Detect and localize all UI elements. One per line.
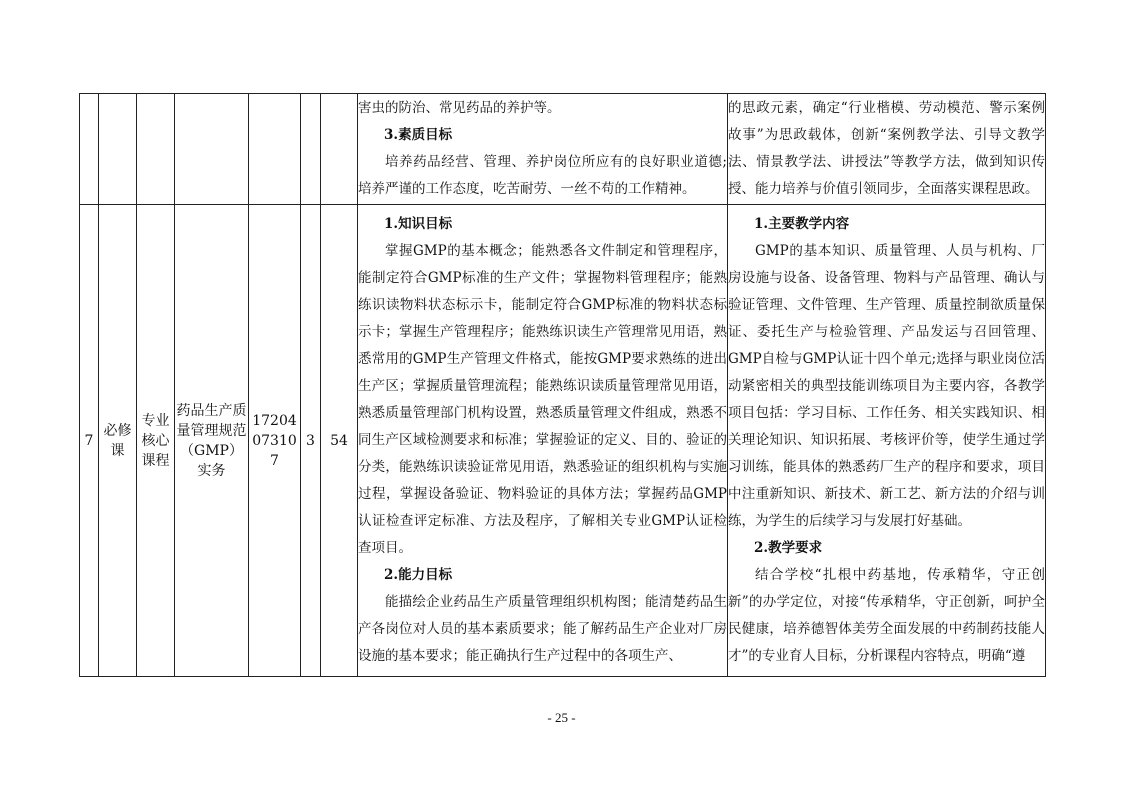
index-cell	[80, 94, 99, 205]
section-heading: 3.素质目标	[384, 127, 453, 143]
text-paragraph: 的思政元素，确定“行业楷模、劳动模范、警示案例故事”为思政载体，创新“案例教学法、引导文教学法、情景教学法、讲授法”等教学方法，做到知识传授、能力培养与价值引领同步，全面落实课程思政。	[728, 100, 1045, 197]
section-heading: 1.知识目标	[384, 216, 453, 232]
course-category: 专业核心课程	[137, 205, 175, 677]
category-cell	[137, 94, 175, 205]
text-paragraph: 培养药品经营、管理、养护岗位所应有的良好职业道德;培养严谨的工作态度，吃苦耐劳、一丝不苟的工作精神。	[358, 154, 727, 197]
type-cell	[99, 94, 137, 205]
course-name: 药品生产质量管理规范（GMP）实务	[175, 205, 249, 677]
objectives-cell	[358, 94, 728, 205]
course-row	[80, 205, 1046, 677]
content-cell	[728, 94, 1046, 205]
text-paragraph: 结合学校“扎根中药基地，传承精华，守正创新”的办学定位，对接“传承精华，守正创新，呵护全民健康，培养德智体美劳全面发展的中药制药技能人才”的专业育人目标，分析课程内容特点，明确“遵	[728, 567, 1045, 664]
section-heading: 1.主要教学内容	[754, 216, 850, 232]
course-objectives	[358, 205, 728, 677]
text-paragraph: 害虫的防治、常见药品的养护等。	[358, 100, 561, 116]
continued-course-row	[80, 94, 1046, 205]
section-heading: 2.教学要求	[754, 540, 823, 556]
course-hours: 54	[321, 205, 358, 677]
course-code: 17204073107	[249, 205, 301, 677]
course-credits: 3	[301, 205, 321, 677]
text-paragraph: GMP的基本知识、质量管理、人员与机构、厂房设施与设备、设备管理、物料与产品管理、确认与验证管理、文件管理、生产管理、质量控制欲质量保证、委托生产与检验管理、产品发运与召回管理、GMP自检与GMP认证十四个单元;选择与职业岗位活动紧密相关的典型技能训练项目为主要内容，各教学项目包括：学习目标、工作任务、相关实践知识、相关理论知识、知识拓展、考核评价等，使学生通过学习训练，能具体的熟悉药厂生产的程序和要求，项目中注重新知识、新技术、新工艺、新方法的介绍与训练，为学生的后续学习与发展打好基础。	[728, 243, 1045, 529]
credits-cell	[301, 94, 321, 205]
text-paragraph: 掌握GMP的基本概念；能熟悉各文件制定和管理程序，能制定符合GMP标准的生产文件；掌握物料管理程序；能熟练识读物料状态标示卡，能制定符合GMP标准的物料状态标示卡；掌握生产管理程序；能熟练识读生产管理常见用语，熟悉常用的GMP生产管理文件格式，能按GMP要求熟练的进出生产区；掌握质量管理流程；能熟练识读质量管理常见用语，熟悉质量管理部门机构设置，熟悉质量管理文件组成，熟悉不同生产区域检测要求和标准；掌握验证的定义、目的、验证的分类，能熟练识读验证常见用语，熟悉验证的组织机构与实施过程，掌握设备验证、物料验证的具体方法；掌握药品GMP认证检查评定标准、方法及程序，了解相关专业GMP认证检查项目。	[358, 243, 727, 556]
code-cell	[249, 94, 301, 205]
course-content	[728, 205, 1046, 677]
name-cell	[175, 94, 249, 205]
text-paragraph: 能描绘企业药品生产质量管理组织机构图；能清楚药品生产各岗位对人员的基本素质要求；能了解药品生产企业对厂房设施的基本要求；能正确执行生产过程中的各项生产、	[358, 594, 727, 664]
course-index: 7	[80, 205, 99, 677]
course-type: 必修课	[99, 205, 137, 677]
section-heading: 2.能力目标	[384, 567, 453, 583]
page-number: - 25 -	[547, 710, 576, 725]
curriculum-table	[79, 93, 1046, 677]
hours-cell	[321, 94, 358, 205]
